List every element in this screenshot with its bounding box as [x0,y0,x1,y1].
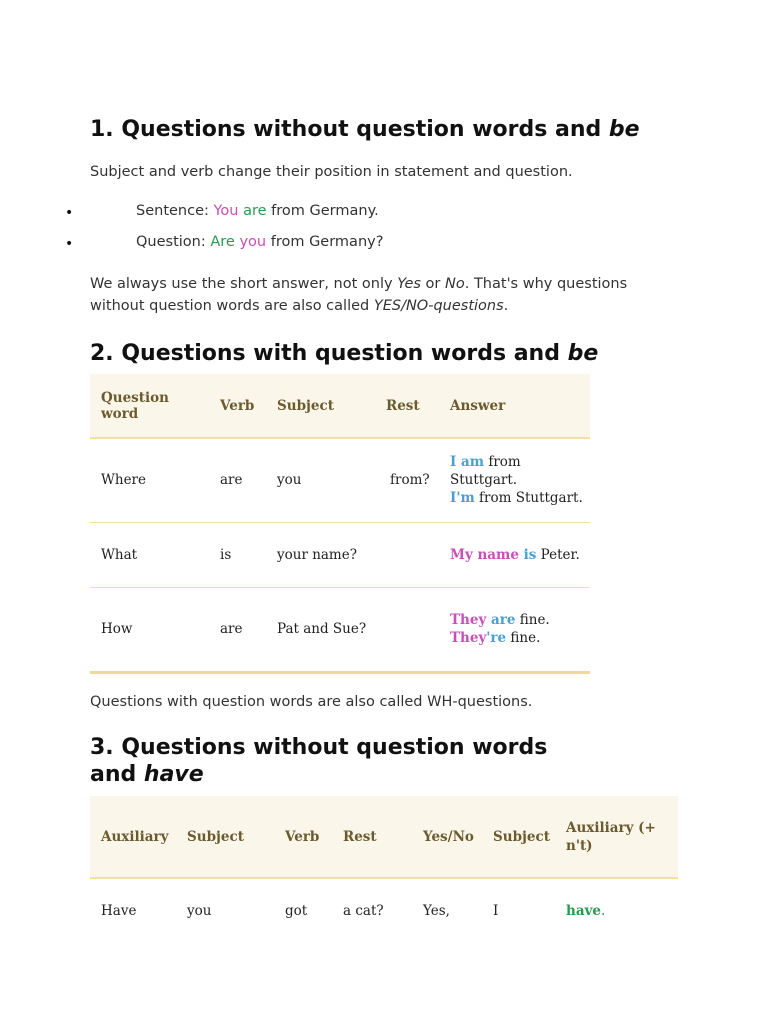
bullet-sentence: Sentence: You are from Germany. [136,203,379,219]
cell-yes-no: Yes, [412,878,482,944]
bullet-dot: • [65,205,74,221]
section1-paragraph: We always use the short answer, not only Yes or No. That's why questions without question words are also called YES/NO-questions. [90,276,628,314]
header-answer: Answer [439,374,590,438]
section1-intro: Subject and verb change their position in statement and question. [90,164,573,180]
cell-qword: How [90,587,209,672]
cell-rest: a cat? [332,878,412,944]
cell-rest: from? [375,438,439,522]
cell-subject-2: I [482,878,555,944]
cell-subject: you [266,438,375,522]
cell-rest [375,587,439,672]
have-questions-table [90,796,678,945]
cell-subject: your name? [266,522,375,587]
section3-heading: 3. Questions without question words and have [90,735,548,787]
table-header-row [90,374,590,438]
header-verb: Verb [274,796,332,878]
cell-qword: What [90,522,209,587]
cell-verb: are [209,438,266,522]
wh-questions-note: Questions with question words are also called WH-questions. [90,694,533,710]
bullet-dot: • [65,236,74,252]
header-subject-2: Subject [482,796,555,878]
section1-heading: 1. Questions without question words and be [90,117,640,142]
header-rest: Rest [375,374,439,438]
cell-verb: is [209,522,266,587]
header-subject: Subject [176,796,274,878]
cell-answer: They are fine. They're fine. [439,587,590,672]
table-row [90,522,590,587]
header-verb: Verb [209,374,266,438]
be-questions-table [90,374,590,674]
cell-rest [375,522,439,587]
bullet-question: Question: Are you from Germany? [136,234,384,250]
table-header-row [90,796,678,878]
cell-subject: Pat and Sue? [266,587,375,672]
table-row [90,438,590,522]
cell-answer: I am from Stuttgart. I'm from Stuttgart. [439,438,590,522]
cell-subject: you [176,878,274,944]
header-auxiliary-nt: Auxiliary (+ n't) [555,796,678,878]
cell-verb: got [274,878,332,944]
header-question-word: Question word [90,374,209,438]
cell-answer: My name is Peter. [439,522,590,587]
header-auxiliary: Auxiliary [90,796,176,878]
header-subject: Subject [266,374,375,438]
cell-aux-2: have. [555,878,678,944]
header-rest: Rest [332,796,412,878]
cell-verb: are [209,587,266,672]
section2-heading: 2. Questions with question words and be [90,341,599,366]
cell-qword: Where [90,438,209,522]
table-row [90,587,590,672]
header-yes-no: Yes/No [412,796,482,878]
cell-aux: Have [90,878,176,944]
page-bottom-blank [90,930,680,1024]
